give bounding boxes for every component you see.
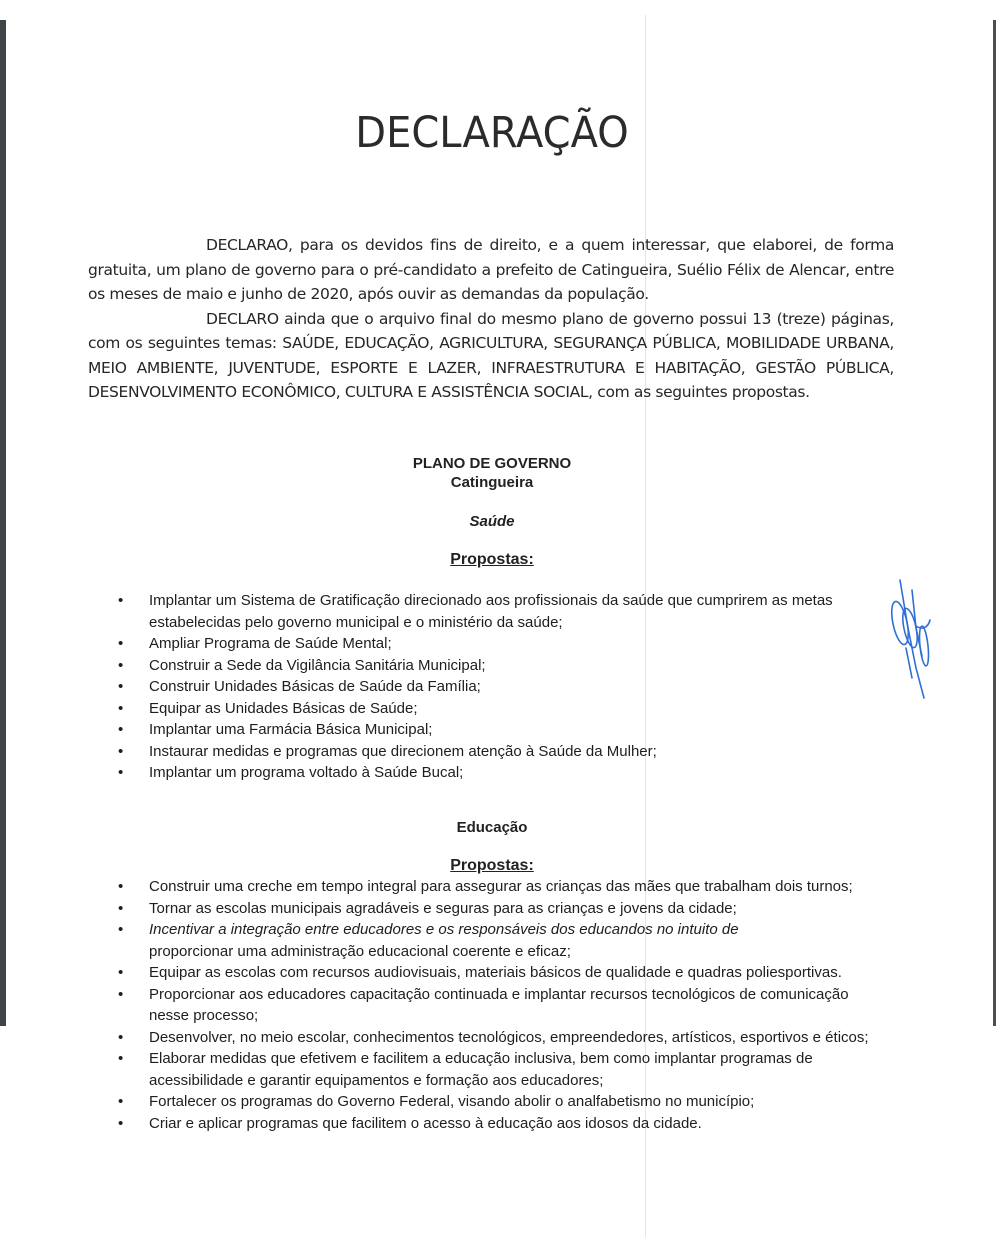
list-item: • Instaurar medidas e programas que direcionem atenção à Saúde da Mulher; (112, 741, 892, 763)
declaration-paragraph: DECLARO ainda que o arquivo final do mesmo plano de governo possui 13 (treze) páginas, com os seguintes temas: SAÚDE, EDUCAÇÃO, AGRICULTURA, SEGURANÇA PÚBLICA, MOBILIDADE URBANA, MEIO AMBIENTE, JUVENTUDE, ESPORTE E LAZER, INFRAESTRUTURA E HABITAÇÃO, GESTÃO PÚBLICA, DESENVOLVIMENTO ECONÔMICO, CULTURA E ASSISTÊNCIA SOCIAL, com as seguintes propostas. (88, 309, 894, 401)
bullet-icon: • (118, 1050, 124, 1067)
bullet-icon: • (118, 1114, 124, 1132)
bullet-icon: • (118, 656, 124, 674)
bullet-icon: • (118, 964, 124, 981)
list-item: • Proporcionar aos educadores capacitação continuada e implantar recursos tecnológicos de comunicação nesse processo; (118, 985, 849, 1024)
list-item: • Implantar uma Farmácia Básica Municipal; (112, 719, 892, 741)
bullet-icon: • (118, 1093, 124, 1110)
bullet-icon: • (118, 764, 124, 781)
handwritten-signature (878, 568, 948, 708)
bullet-icon: • (118, 721, 124, 738)
declaration-body (88, 233, 894, 405)
list-item: • Elaborar medidas que efetivem e facilitem a educação inclusiva, bem como implantar programas de acessibilidade e garantir equipamentos e formação aos educadores; (118, 1050, 813, 1089)
bullet-icon: • (118, 635, 124, 652)
declaration-paragraph: DECLARAO, para os devidos fins de direito, e a quem interessar, que elaborei, de forma gratuita, um plano de governo para o pré-candidato a prefeito de Catingueira, Suélio Félix de Alencar, entre os meses de maio e junho de 2020, após ouvir as demandas da população. (88, 236, 894, 303)
list-item: • Fortalecer os programas do Governo Federal, visando abolir o analfabetismo no município; (112, 1091, 892, 1113)
proposals-label-educacao: Propostas: (450, 857, 534, 874)
list-item: • Equipar as Unidades Básicas de Saúde; (112, 698, 892, 720)
list-item: • Incentivar a integração entre educadores e os responsáveis dos educandos no intuito de proporcionar uma administração educacional coerente e eficaz; (118, 921, 739, 960)
proposals-label-saude: Propostas: (450, 551, 534, 568)
list-item: • Criar e aplicar programas que facilitem o acesso à educação aos idosos da cidade. (112, 1113, 892, 1135)
bullet-icon: • (118, 899, 124, 917)
list-item: • Ampliar Programa de Saúde Mental; (112, 633, 892, 655)
proposal-list-educacao (112, 876, 892, 1134)
list-item: • Desenvolver, no meio escolar, conhecimentos tecnológicos, empreendedores, artísticos, esportivos e éticos; (112, 1027, 892, 1049)
proposal-list-saude (112, 590, 892, 784)
section-title-educacao: Educação (456, 819, 528, 836)
bullet-icon: • (118, 1028, 124, 1046)
bullet-icon: • (118, 678, 124, 695)
list-item: • Construir Unidades Básicas de Saúde da Família; (112, 676, 892, 698)
document-title: DECLARAÇÃO (355, 108, 629, 158)
bullet-icon: • (118, 742, 124, 760)
bullet-icon: • (118, 985, 124, 1003)
bullet-icon: • (118, 699, 124, 717)
list-item: • Implantar um programa voltado à Saúde Bucal; (112, 762, 892, 784)
plan-heading: PLANO DE GOVERNO (412, 455, 572, 472)
list-item: • Tornar as escolas municipais agradáveis e seguras para as crianças e jovens da cidade; (112, 898, 892, 920)
plan-city: Catingueira (450, 474, 534, 491)
bullet-icon: • (118, 592, 124, 609)
bullet-icon: • (118, 878, 124, 895)
list-item: • Equipar as escolas com recursos audiovisuais, materiais básicos de qualidade e quadras poliesportivas. (112, 962, 892, 984)
list-item: • Construir uma creche em tempo integral para assegurar as crianças das mães que trabalham dois turnos; (112, 876, 892, 898)
bullet-icon: • (118, 921, 124, 938)
list-item: • Implantar um Sistema de Gratificação direcionado aos profissionais da saúde que cumprirem as metas estabelecidas pelo governo municipal e o ministério da saúde; (118, 592, 833, 631)
section-title-saude: Saúde (469, 513, 515, 530)
list-item: • Construir a Sede da Vigilância Sanitária Municipal; (112, 655, 892, 677)
